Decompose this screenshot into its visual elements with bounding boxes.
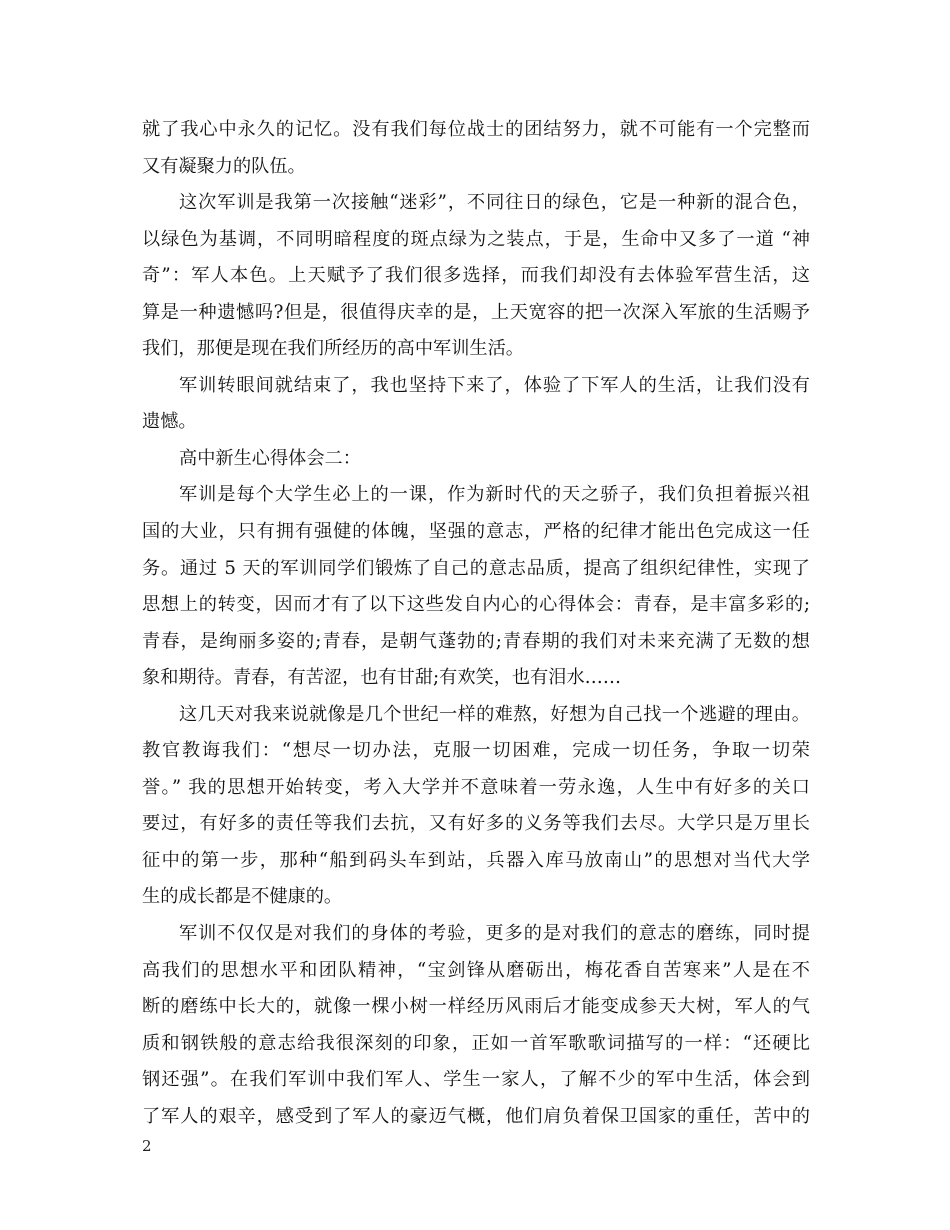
- text-line: 断的磨练中长大的，就像一棵小树一样经历风雨后才能变成参天大树，军人的气: [142, 996, 810, 1018]
- body-text: [142, 112, 810, 1135]
- text-line: 我们，那便是现在我们所经历的高中军训生活。: [142, 338, 524, 360]
- text-line: 就了我心中永久的记忆。没有我们每位战士的团结努力，就不可能有一个完整而: [142, 119, 810, 140]
- text-line: 这次军训是我第一次接触“迷彩”，不同往日的绿色，它是一种新的混合色，: [179, 192, 810, 214]
- text-line: 国的大业，只有拥有强健的体魄，坚强的意志，严格的纪律才能出色完成这一任: [142, 521, 810, 543]
- text-line: 这几天对我来说就像是几个世纪一样的难熬，好想为自己找一个逃避的理由。: [179, 703, 810, 725]
- text-line: 务。通过 5 天的军训同学们锻炼了自己的意志品质，提高了组织纪律性，实现了: [142, 557, 810, 579]
- text-line: 教官教诲我们：“想尽一切办法，克服一切困难，完成一切任务，争取一切荣: [142, 740, 810, 762]
- text-line: 青春，是绚丽多姿的;青春，是朝气蓬勃的;青春期的我们对未来充满了无数的想: [142, 630, 810, 652]
- text-line: 以绿色为基调，不同明暗程度的斑点绿为之装点，于是，生命中又多了一道 “神: [142, 228, 810, 250]
- text-line: 生的成长都是不健康的。: [142, 886, 343, 908]
- text-line: 象和期待。青春，有苦涩，也有甘甜;有欢笑，也有泪水……: [142, 667, 622, 689]
- text-line: 军训不仅仅是对我们的身体的考验，更多的是对我们的意志的磨练，同时提: [179, 923, 810, 945]
- text-line: 又有凝聚力的队伍。: [142, 155, 306, 177]
- text-line: 征中的第一步，那种“船到码头车到站，兵器入库马放南山”的思想对当代大学: [142, 849, 810, 871]
- text-line: 了军人的艰辛，感受到了军人的豪迈气概，他们肩负着保卫国家的重任，苦中的: [142, 1105, 810, 1127]
- text-line: 遗憾。: [142, 411, 197, 433]
- text-line: 要过，有好多的责任等我们去抗，又有好多的义务等我们去尽。大学只是万里长: [142, 813, 810, 835]
- text-line: 算是一种遗憾吗?但是，很值得庆幸的是，上天宽容的把一次深入军旅的生活赐予: [142, 301, 810, 323]
- text-line: 思想上的转变，因而才有了以下这些发自内心的心得体会：青春，是丰富多彩的;: [142, 594, 810, 616]
- text-line: 质和钢铁般的意志给我很深刻的印象，正如一首军歌歌词描写的一样：“还硬比: [142, 1032, 810, 1054]
- text-line: 军训转眼间就结束了，我也坚持下来了，体验了下军人的生活，让我们没有: [179, 374, 810, 396]
- text-line: 奇”：军人本色。上天赋予了我们很多选择，而我们却没有去体验军营生活，这: [142, 265, 810, 287]
- section-heading: 高中新生心得体会二：: [179, 447, 361, 469]
- text-line: 誉。” 我的思想开始转变，考入大学并不意味着一劳永逸，人生中有好多的关口: [142, 776, 810, 798]
- text-line: 钢还强”。在我们军训中我们军人、学生一家人，了解不少的军中生活，体会到: [142, 1069, 810, 1091]
- text-line: 高我们的思想水平和团队精神，“宝剑锋从磨砺出，梅花香自苦寒来”人是在不: [142, 959, 810, 981]
- page-number: 2: [142, 1137, 152, 1155]
- text-line: 军训是每个大学生必上的一课，作为新时代的天之骄子，我们负担着振兴祖: [179, 484, 810, 506]
